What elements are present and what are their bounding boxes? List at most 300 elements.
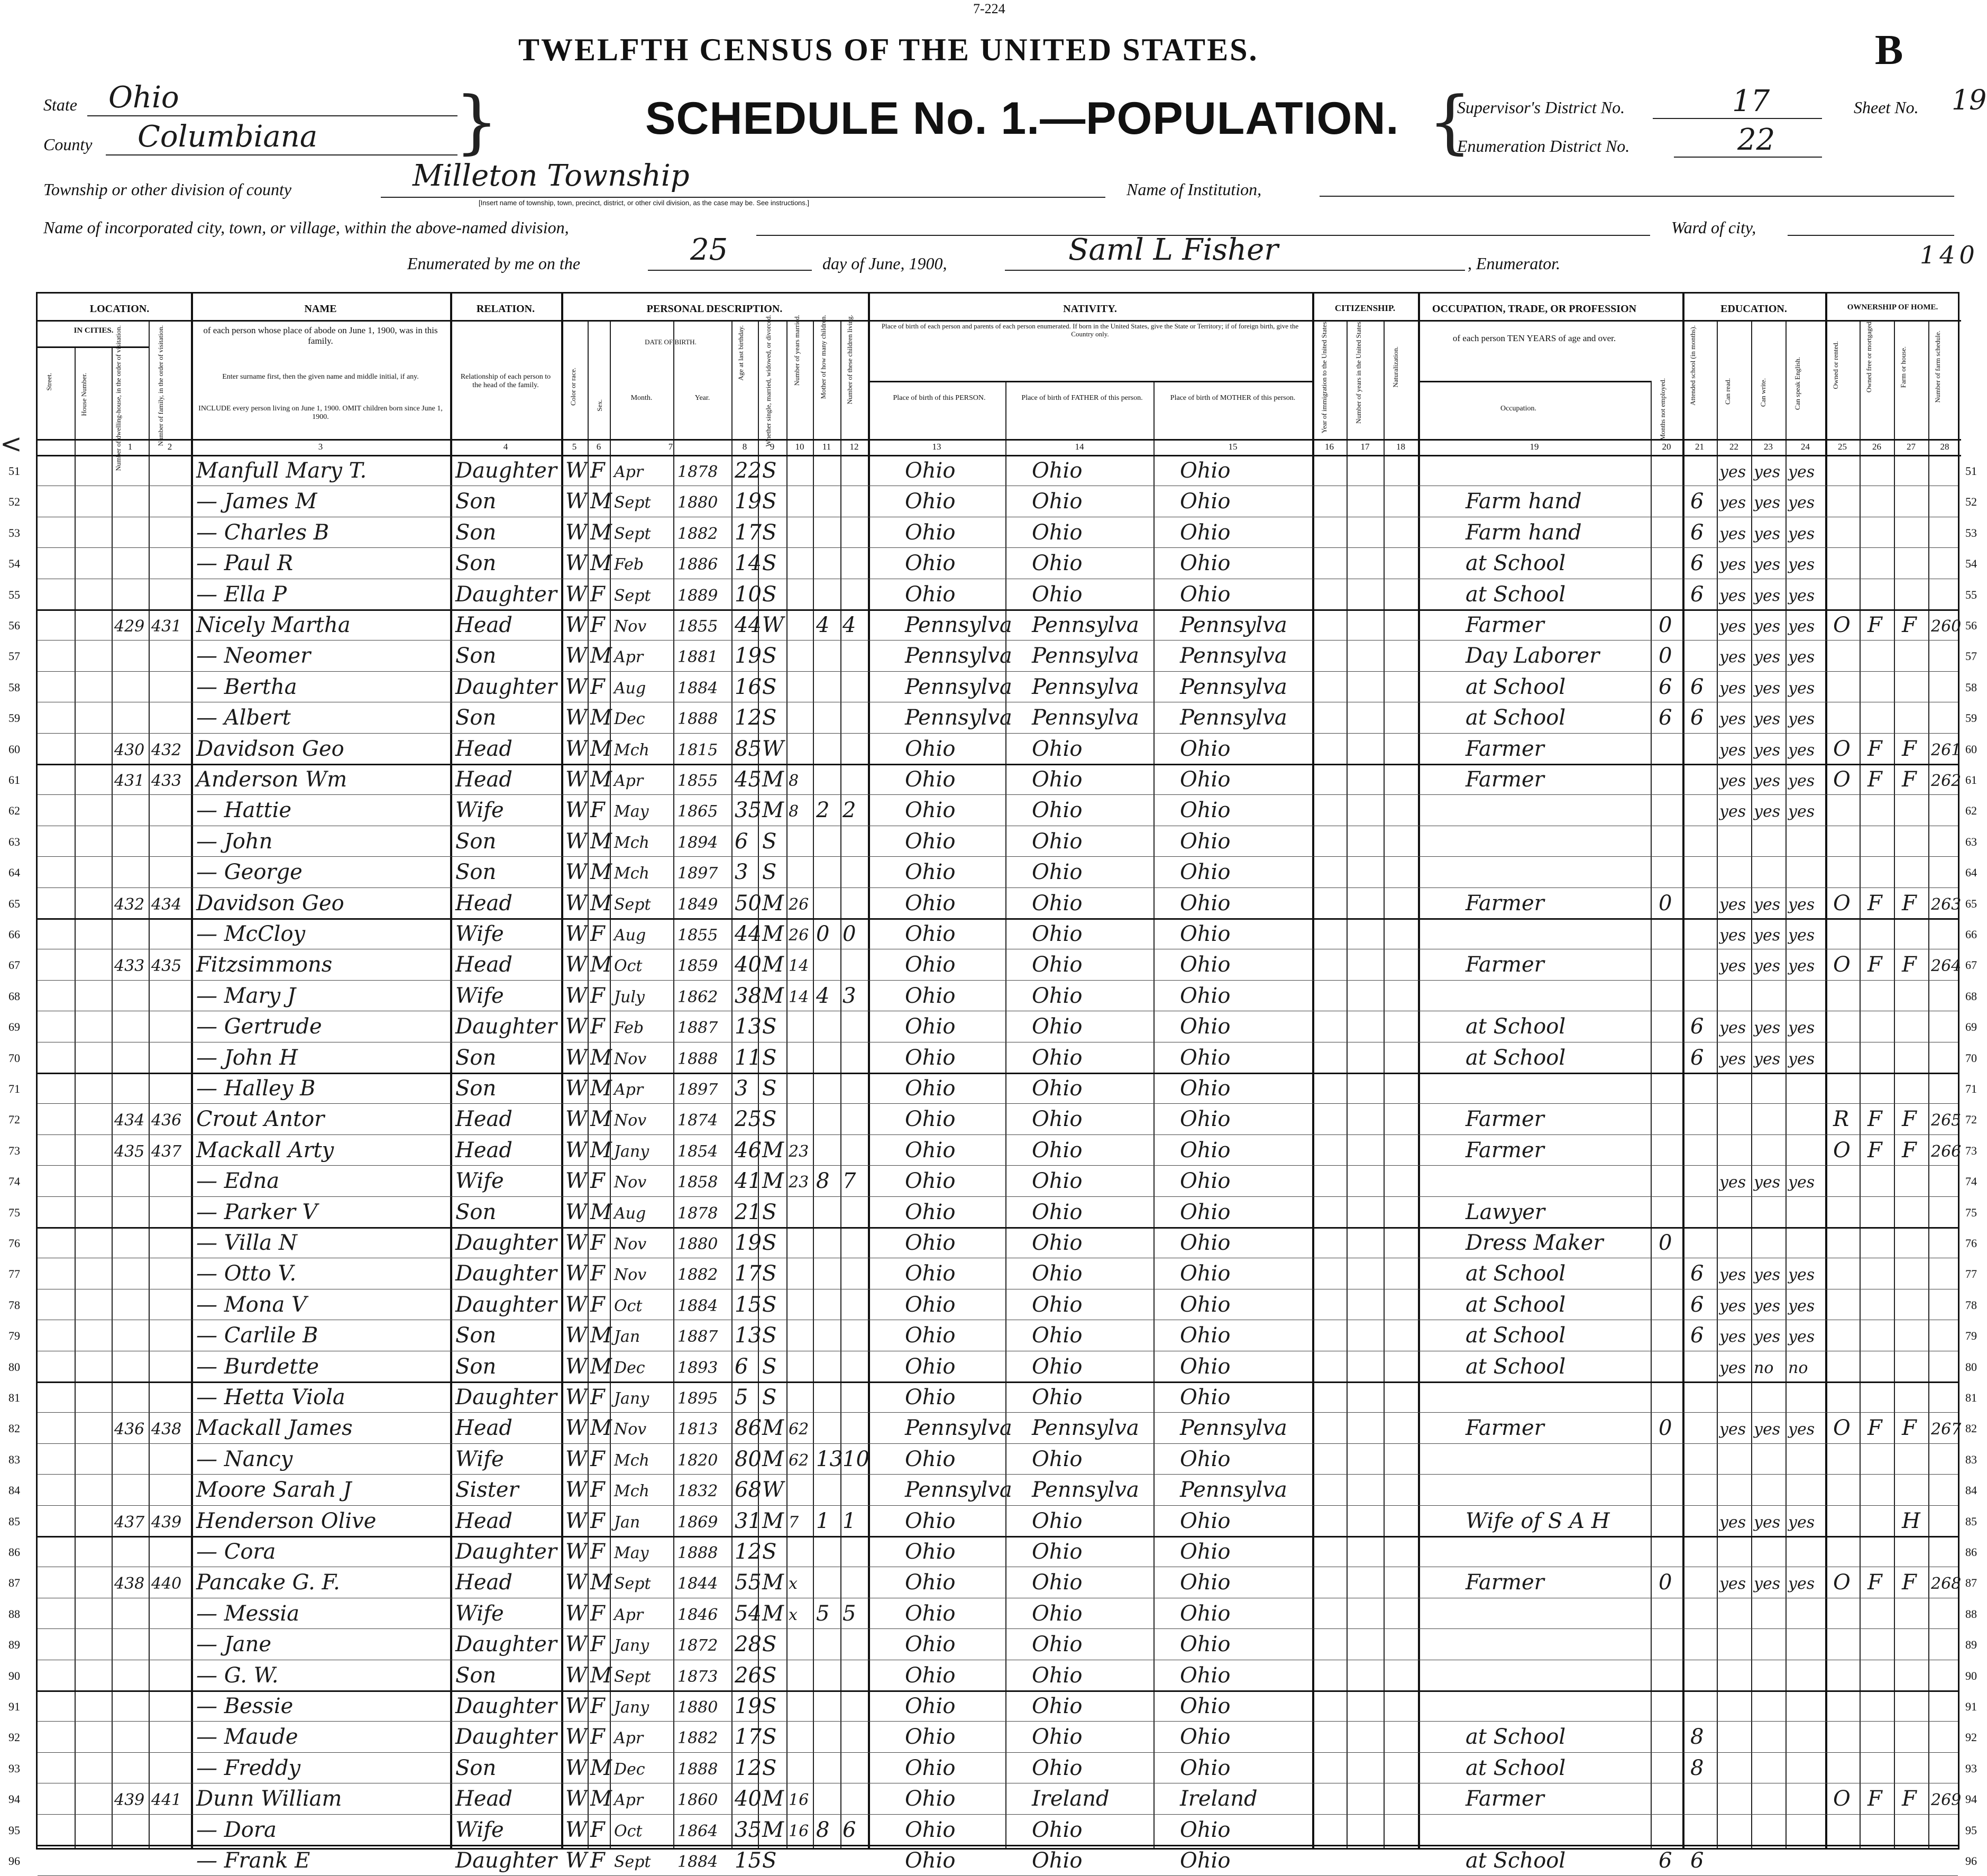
can-write: yes — [1754, 586, 1781, 605]
birth-year: 1888 — [677, 1544, 718, 1562]
can-write: yes — [1754, 679, 1781, 698]
census-table — [8, 292, 1977, 1873]
marital-status: S — [762, 706, 777, 730]
relation: Son — [455, 1076, 497, 1101]
birthplace-mother: Ohio — [1180, 1385, 1231, 1410]
header-year: Year. — [694, 394, 710, 402]
family-number: 439 — [151, 1513, 182, 1532]
birth-month: Dec — [614, 710, 645, 729]
birth-year: 1897 — [677, 1081, 718, 1099]
birth-month: Jan — [614, 1513, 640, 1532]
column-divider — [731, 320, 732, 1848]
birth-year: 1858 — [677, 1173, 718, 1192]
birthplace-mother: Ohio — [1180, 1508, 1231, 1533]
speak-english: yes — [1788, 555, 1815, 574]
marital-status: W — [762, 613, 784, 637]
sex: M — [590, 706, 612, 730]
birth-year: 1884 — [677, 1296, 718, 1315]
line-number-right: 73 — [1965, 1143, 1977, 1157]
can-write: yes — [1754, 1513, 1781, 1532]
line-number-left: 63 — [8, 835, 20, 848]
can-read: yes — [1719, 957, 1746, 976]
relation: Head — [455, 613, 513, 637]
birthplace-person: Ohio — [905, 520, 956, 545]
speak-english: yes — [1788, 1328, 1815, 1347]
header-farm-house: Farm or house. — [1899, 346, 1907, 388]
line-number-left: 84 — [8, 1484, 20, 1497]
years-married: 16 — [789, 1822, 809, 1841]
color-race: W — [565, 1478, 588, 1503]
birth-month: Apr — [614, 648, 644, 667]
header-immigration: Year of immigration to the United States. — [1320, 320, 1328, 434]
age: 50 — [735, 891, 762, 916]
relation: Daughter — [455, 459, 557, 483]
line-number-left: 57 — [8, 649, 20, 663]
color-race: W — [565, 1045, 588, 1070]
speak-english: yes — [1788, 463, 1815, 481]
marital-status: S — [762, 644, 777, 669]
can-write: yes — [1754, 926, 1781, 945]
line-number-left: 91 — [8, 1700, 20, 1713]
marital-status: M — [762, 1601, 784, 1626]
sex: M — [590, 1755, 612, 1780]
color-race: W — [565, 1231, 588, 1255]
farm-schedule: 265 — [1931, 1111, 1962, 1130]
header-mother-of: Mother of how many children. — [819, 315, 827, 399]
occupation: at School — [1466, 1261, 1566, 1286]
mother-of: 1 — [816, 1508, 830, 1533]
enumerated-middle: day of June, 1900, — [822, 254, 947, 273]
marital-status: S — [762, 1755, 777, 1780]
marital-status: M — [762, 983, 784, 1008]
marital-status: S — [762, 1848, 777, 1873]
header-occupation: Occupation. — [1500, 405, 1537, 413]
person-name: — Carlile B — [196, 1323, 318, 1348]
line-number-right: 74 — [1965, 1175, 1977, 1188]
birthplace-mother: Ohio — [1180, 1447, 1231, 1471]
sex: F — [590, 1478, 605, 1503]
age: 17 — [735, 1725, 762, 1750]
birthplace-father: Ohio — [1032, 922, 1083, 946]
birthplace-person: Ohio — [905, 1447, 956, 1471]
color-race: W — [565, 860, 588, 885]
birth-month: Nov — [614, 1173, 647, 1192]
column-divider — [813, 320, 814, 1848]
birthplace-father: Pennsylva — [1032, 674, 1139, 699]
sex: F — [590, 1540, 605, 1564]
can-read: yes — [1719, 1266, 1746, 1285]
family-number: 438 — [151, 1420, 182, 1439]
state-label: State — [43, 95, 77, 114]
birthplace-mother: Ohio — [1180, 1014, 1231, 1039]
age: 3 — [735, 860, 748, 885]
can-read: yes — [1719, 1358, 1746, 1377]
header-can-read: Can read. — [1724, 378, 1732, 405]
farm-schedule: 269 — [1931, 1791, 1962, 1810]
age: 19 — [735, 644, 762, 669]
birth-year: 1860 — [677, 1791, 718, 1810]
birthplace-mother: Ireland — [1180, 1787, 1258, 1811]
can-write: yes — [1754, 710, 1781, 729]
birthplace-father: Ohio — [1032, 1261, 1083, 1286]
birth-month: Aug — [614, 1204, 646, 1223]
family-number: 437 — [151, 1142, 182, 1161]
row-divider — [38, 1845, 1958, 1846]
birthplace-person: Ohio — [905, 1385, 956, 1410]
line-number-left: 71 — [8, 1082, 20, 1095]
line-number-right: 83 — [1965, 1452, 1977, 1466]
column-divider — [1860, 320, 1861, 1848]
can-read: yes — [1719, 463, 1746, 481]
owned-free: F — [1867, 1107, 1882, 1132]
person-name: — Albert — [196, 706, 291, 730]
birth-month: Nov — [614, 1420, 647, 1439]
marital-status: M — [762, 891, 784, 916]
age: 5 — [735, 1385, 748, 1410]
line-number-right: 77 — [1965, 1267, 1977, 1281]
age: 12 — [735, 706, 762, 730]
birthplace-person: Ohio — [905, 1755, 956, 1780]
color-race: W — [565, 644, 588, 669]
occupation: at School — [1466, 1755, 1566, 1780]
birthplace-person: Ohio — [905, 767, 956, 792]
attended-school: 6 — [1690, 489, 1704, 514]
birthplace-mother: Ohio — [1180, 1601, 1231, 1626]
owned-rented: R — [1833, 1107, 1849, 1132]
can-read: yes — [1719, 772, 1746, 790]
relation: Wife — [455, 922, 504, 946]
column-number: 10 — [795, 442, 804, 452]
birthplace-person: Ohio — [905, 736, 956, 761]
birth-year: 1897 — [677, 864, 718, 883]
line-number-left: 87 — [8, 1576, 20, 1590]
color-race: W — [565, 1508, 588, 1533]
color-race: W — [565, 1694, 588, 1718]
person-name: — Maude — [196, 1725, 298, 1750]
attended-school: 6 — [1690, 674, 1704, 699]
birthplace-mother: Pennsylva — [1180, 613, 1287, 637]
age: 68 — [735, 1478, 762, 1503]
birth-month: Sept — [614, 1575, 651, 1594]
birthplace-father: Ohio — [1032, 1508, 1083, 1533]
can-read: yes — [1719, 1049, 1746, 1068]
years-married: 8 — [789, 772, 799, 790]
person-name: — Otto V. — [196, 1261, 297, 1286]
farm-schedule: 263 — [1931, 895, 1962, 914]
header-speak-english: Can speak English. — [1793, 357, 1801, 410]
birthplace-mother: Ohio — [1180, 1323, 1231, 1348]
color-race: W — [565, 1261, 588, 1286]
margin-number: 140 — [1920, 241, 1979, 269]
can-read: yes — [1719, 1575, 1746, 1594]
birthplace-person: Ohio — [905, 582, 956, 607]
birth-month: Jan — [614, 1328, 640, 1347]
column-number: 23 — [1764, 442, 1773, 452]
line-number-left: 66 — [8, 928, 20, 941]
dwelling-number: 437 — [114, 1513, 145, 1532]
line-number-right: 62 — [1965, 804, 1977, 818]
color-race: W — [565, 613, 588, 637]
can-write: no — [1754, 1358, 1774, 1377]
person-name: Pancake G. F. — [196, 1570, 340, 1595]
can-write: yes — [1754, 617, 1781, 636]
marital-status: S — [762, 489, 777, 514]
row-divider — [38, 1103, 1958, 1104]
can-read: yes — [1719, 1513, 1746, 1532]
birthplace-mother: Ohio — [1180, 1076, 1231, 1101]
header-rule — [38, 346, 149, 348]
birth-year: 1874 — [677, 1111, 718, 1130]
sex: F — [590, 1508, 605, 1533]
birth-month: Apr — [614, 772, 644, 790]
birth-year: 1849 — [677, 895, 718, 914]
sex: M — [590, 1107, 612, 1132]
line-number-right: 68 — [1965, 989, 1977, 1003]
person-name: — Hetta Viola — [196, 1385, 345, 1410]
line-number-left: 51 — [8, 464, 20, 478]
attended-school: 6 — [1690, 1261, 1704, 1286]
owned-free: F — [1867, 767, 1882, 792]
birthplace-person: Ohio — [905, 1694, 956, 1718]
person-name: Crout Antor — [196, 1107, 325, 1132]
color-race: W — [565, 520, 588, 545]
column-divider — [1384, 320, 1385, 1848]
speak-english: yes — [1788, 617, 1815, 636]
row-divider — [38, 609, 1958, 611]
header-dwelling: Number of dwelling-house, in the order of visitation. — [114, 325, 122, 471]
color-race: W — [565, 1354, 588, 1379]
sex: F — [590, 1817, 605, 1842]
birthplace-mother: Ohio — [1180, 1817, 1231, 1842]
birthplace-person: Ohio — [905, 891, 956, 916]
birthplace-mother: Ohio — [1180, 1663, 1231, 1688]
birthplace-father: Ohio — [1032, 798, 1083, 823]
line-number-left: 60 — [8, 742, 20, 756]
birth-year: 1862 — [677, 987, 718, 1006]
person-name: — Frank E — [196, 1848, 310, 1873]
line-number-left: 59 — [8, 711, 20, 725]
column-number: 26 — [1872, 442, 1881, 452]
birthplace-mother: Pennsylva — [1180, 1478, 1287, 1503]
sex: M — [590, 1045, 612, 1070]
owned-rented: O — [1833, 767, 1851, 792]
birthplace-mother: Ohio — [1180, 1570, 1231, 1595]
marital-status: M — [762, 1787, 784, 1811]
can-write: yes — [1754, 1296, 1781, 1315]
person-name: — Paul R — [196, 551, 294, 576]
sex: M — [590, 1663, 612, 1688]
sex: M — [590, 1138, 612, 1163]
birth-month: Aug — [614, 926, 646, 945]
township-label: Township or other division of county — [43, 180, 292, 199]
can-write: yes — [1754, 1575, 1781, 1594]
marital-status: S — [762, 1200, 777, 1224]
column-divider — [561, 294, 563, 1848]
birthplace-person: Ohio — [905, 1848, 956, 1873]
column-divider — [112, 346, 113, 1848]
can-write: yes — [1754, 524, 1781, 543]
state-field — [87, 80, 457, 116]
column-divider — [868, 294, 870, 1848]
speak-english: yes — [1788, 926, 1815, 945]
line-number-right: 58 — [1965, 680, 1977, 694]
birthplace-mother: Pennsylva — [1180, 1416, 1287, 1441]
enumerated-prefix: Enumerated by me on the — [407, 254, 581, 273]
mother-of: 4 — [816, 613, 830, 637]
line-number-left: 53 — [8, 526, 20, 539]
header-months-unemployed: Months not employed. — [1659, 378, 1666, 441]
birthplace-mother: Ohio — [1180, 860, 1231, 885]
color-race: W — [565, 1570, 588, 1595]
sex: M — [590, 953, 612, 977]
line-number-left: 64 — [8, 866, 20, 880]
age: 6 — [735, 1354, 748, 1379]
color-race: W — [565, 953, 588, 977]
marital-status: S — [762, 1076, 777, 1101]
header-can-write: Can write. — [1759, 378, 1767, 407]
age: 17 — [735, 520, 762, 545]
birth-year: 1878 — [677, 463, 718, 481]
marital-status: S — [762, 1261, 777, 1286]
line-number-left: 55 — [8, 588, 20, 601]
line-number-left: 75 — [8, 1205, 20, 1219]
birthplace-father: Ohio — [1032, 860, 1083, 885]
age: 25 — [735, 1107, 762, 1132]
birthplace-person: Ohio — [905, 1200, 956, 1224]
birthplace-mother: Ohio — [1180, 767, 1231, 792]
line-number-left: 94 — [8, 1792, 20, 1806]
relation: Head — [455, 736, 513, 761]
marital-status: S — [762, 582, 777, 607]
line-number-right: 66 — [1965, 928, 1977, 941]
can-write: yes — [1754, 772, 1781, 790]
birth-year: 1855 — [677, 617, 718, 636]
row-divider — [38, 1536, 1958, 1538]
color-race: W — [565, 736, 588, 761]
dwelling-number: 433 — [114, 957, 145, 976]
birth-month: Mch — [614, 740, 649, 759]
birthplace-father: Ohio — [1032, 1138, 1083, 1163]
months-unemployed: 0 — [1659, 613, 1672, 637]
column-number: 18 — [1396, 442, 1405, 452]
header-years-married: Number of years married. — [793, 315, 801, 386]
birth-month: July — [614, 987, 645, 1006]
color-race: W — [565, 1447, 588, 1471]
farm-house: H — [1902, 1508, 1920, 1533]
birthplace-mother: Pennsylva — [1180, 706, 1287, 730]
column-divider — [1651, 381, 1652, 1848]
relation: Wife — [455, 1817, 504, 1842]
birth-month: Jany — [614, 1389, 649, 1408]
attended-school: 8 — [1690, 1755, 1704, 1780]
header-rule — [38, 320, 1961, 322]
owned-free: F — [1867, 953, 1882, 977]
birthplace-person: Ohio — [905, 1601, 956, 1626]
sex: F — [590, 1261, 605, 1286]
owned-free: F — [1867, 891, 1882, 916]
years-married: x — [789, 1605, 798, 1624]
line-number-right: 56 — [1965, 619, 1977, 632]
column-divider — [1005, 381, 1006, 1848]
line-number-right: 78 — [1965, 1298, 1977, 1312]
occupation: Farmer — [1466, 953, 1544, 977]
can-write: yes — [1754, 1328, 1781, 1347]
speak-english: yes — [1788, 1049, 1815, 1068]
age: 15 — [735, 1292, 762, 1317]
occupation: Farmer — [1466, 736, 1544, 761]
column-divider — [149, 320, 150, 1848]
occupation: Farmer — [1466, 1107, 1544, 1132]
birthplace-person: Ohio — [905, 1354, 956, 1379]
years-married: 23 — [789, 1142, 809, 1161]
column-divider — [673, 320, 674, 1848]
person-name: — G. W. — [196, 1663, 279, 1688]
column-number: 28 — [1940, 442, 1949, 452]
sex: F — [590, 1014, 605, 1039]
enumerated-day: 25 — [690, 233, 728, 267]
age: 13 — [735, 1323, 762, 1348]
relation: Head — [455, 1570, 513, 1595]
person-name: — James M — [196, 489, 317, 514]
can-read: yes — [1719, 617, 1746, 636]
farm-house: F — [1902, 953, 1917, 977]
occupation: Farmer — [1466, 1570, 1544, 1595]
relation: Daughter — [455, 1848, 557, 1873]
birth-month: Feb — [614, 1019, 644, 1038]
line-number-left: 69 — [8, 1020, 20, 1034]
birthplace-father: Ohio — [1032, 953, 1083, 977]
color-race: W — [565, 1663, 588, 1688]
line-number-left: 89 — [8, 1638, 20, 1652]
marital-status: S — [762, 860, 777, 885]
color-race: W — [565, 798, 588, 823]
relation: Head — [455, 1508, 513, 1533]
birthplace-mother: Ohio — [1180, 829, 1231, 854]
line-number-left: 52 — [8, 495, 20, 509]
color-race: W — [565, 1385, 588, 1410]
color-race: W — [565, 1200, 588, 1224]
owned-rented: O — [1833, 953, 1851, 977]
birth-month: Apr — [614, 463, 644, 481]
speak-english: yes — [1788, 740, 1815, 759]
column-number: 8 — [742, 442, 747, 452]
owned-rented: O — [1833, 891, 1851, 916]
marital-status: S — [762, 829, 777, 854]
sex: M — [590, 736, 612, 761]
supervisor-field — [1653, 84, 1822, 119]
dwelling-number: 430 — [114, 740, 145, 759]
relation: Son — [455, 1663, 497, 1688]
header-birth-mother: Place of birth of MOTHER of this person. — [1170, 394, 1296, 402]
line-number-left: 67 — [8, 958, 20, 972]
farm-schedule: 267 — [1931, 1420, 1962, 1439]
occupation: at School — [1466, 1292, 1566, 1317]
line-number-right: 67 — [1965, 958, 1977, 972]
birthplace-father: Pennsylva — [1032, 613, 1139, 637]
family-number: 435 — [151, 957, 182, 976]
marital-status: S — [762, 1632, 777, 1657]
birth-year: 1893 — [677, 1358, 718, 1377]
relation: Son — [455, 829, 497, 854]
birth-month: May — [614, 1544, 649, 1562]
line-number-right: 63 — [1965, 835, 1977, 848]
birth-year: 1855 — [677, 772, 718, 790]
occupation: Farmer — [1466, 613, 1544, 637]
person-name: — Ella P — [196, 582, 287, 607]
enumerated-day-field — [648, 233, 812, 271]
age: 35 — [735, 798, 762, 823]
years-married: 14 — [789, 987, 809, 1006]
